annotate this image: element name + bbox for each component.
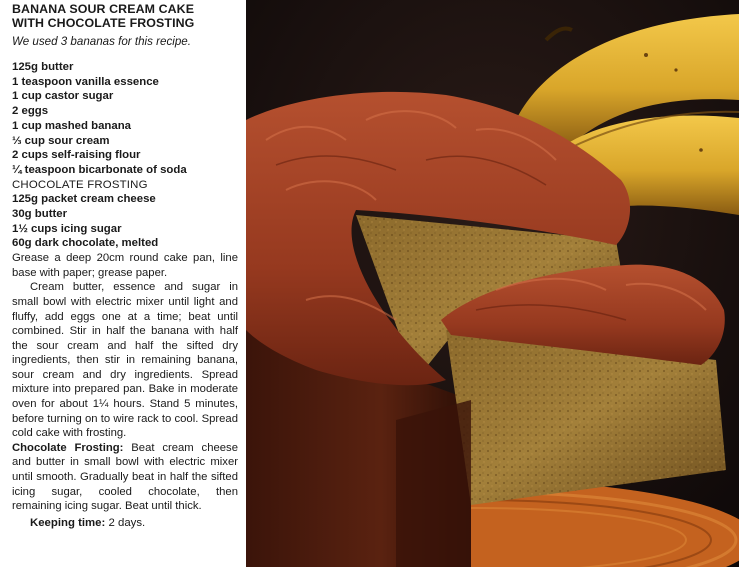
keeping-time: [12, 516, 246, 530]
recipe-title-line-1: BANANA SOUR CREAM CAKE: [12, 2, 195, 16]
frosting-ingredient-item: 60g dark chocolate, melted: [12, 237, 159, 250]
keeping-time-value: 2 days.: [108, 516, 146, 529]
keeping-time-label: Keeping time:: [30, 516, 106, 529]
ingredient-item: 1 cup castor sugar: [12, 90, 114, 103]
frosting-ingredient-item: 125g packet cream cheese: [12, 193, 156, 206]
ingredient-item: ⅓ cup sour cream: [12, 134, 110, 147]
recipe-subtitle: We used 3 bananas for this recipe.: [12, 35, 191, 48]
recipe-text-column: [0, 0, 246, 567]
frosting-method-paragraph: [12, 441, 238, 514]
ingredient-item: 1 teaspoon vanilla essence: [12, 75, 159, 88]
frosting-method-text: Beat cream cheese and butter in small bowl with electric mixer until smooth. Gradually beat in half the sifted icing sugar, cooled chocolate, then remaining icing sugar. Beat until thick.: [12, 441, 238, 513]
ingredient-item: ¼ teaspoon bicarbonate of soda: [12, 163, 187, 176]
cake-photo-illustration: [246, 0, 739, 567]
frosting-ingredient-item: 30g butter: [12, 208, 68, 221]
recipe-title-line-2: WITH CHOCOLATE FROSTING: [12, 16, 195, 30]
method-paragraph: Cream butter, essence and sugar in small bowl with electric mixer until light and fluffy, add eggs one at a time; beat until combined. Stir in half the banana with half the sour cream and half the sifted dry ingredients, then stir in remaining banana, sour cream and dry ingredients. Spread mixture into prepared pan. Bake in moderate oven for about 1¼ hours. Stand 5 minutes, before turning on to wire rack to cool. Spread cold cake with frosting.: [12, 281, 238, 440]
frosting-heading: CHOCOLATE FROSTING: [12, 178, 148, 191]
ingredient-item: 1 cup mashed banana: [12, 119, 132, 132]
recipe-title: [12, 2, 246, 30]
method-text: [12, 251, 238, 514]
frosting-method-label: Chocolate Frosting:: [12, 441, 124, 454]
ingredient-item: 2 cups self-raising flour: [12, 149, 141, 162]
cake-photo: [246, 0, 739, 567]
method-paragraph: Grease a deep 20cm round cake pan, line base with paper; grease paper.: [12, 252, 238, 279]
ingredient-item: 2 eggs: [12, 105, 49, 118]
ingredient-list: [12, 60, 246, 251]
frosting-ingredient-item: 1½ cups icing sugar: [12, 222, 122, 235]
ingredient-item: 125g butter: [12, 61, 74, 73]
